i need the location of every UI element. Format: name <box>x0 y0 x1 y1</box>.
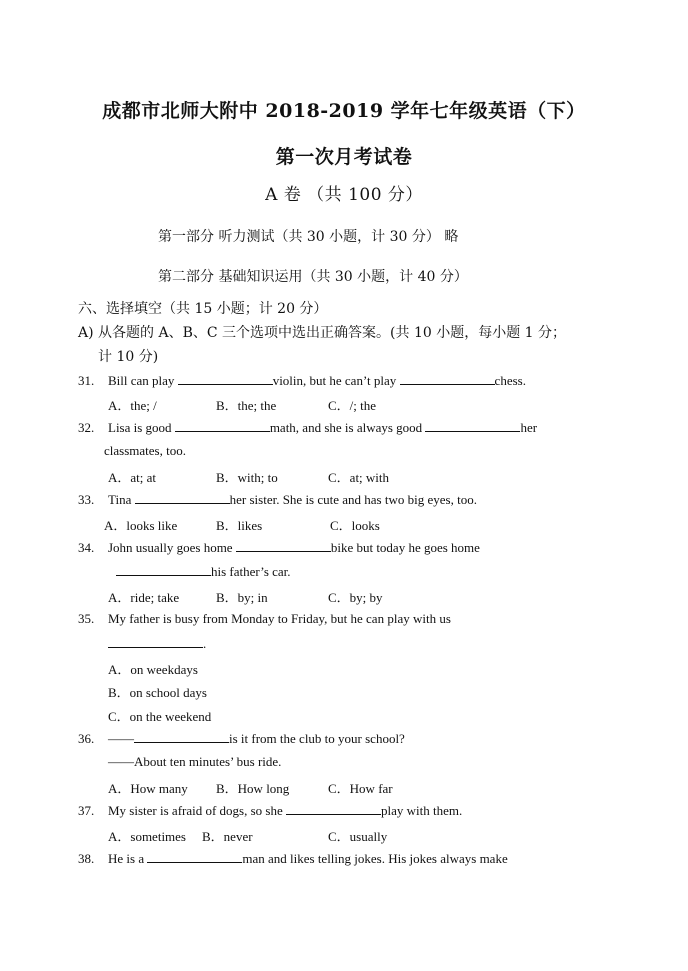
question-37-options <box>108 826 387 845</box>
question-number: 32. <box>78 420 95 435</box>
question-number: 35. <box>78 611 95 626</box>
exam-title: 成都市北师大附中 2018-2019 学年七年级英语（下） <box>102 100 586 122</box>
option-b: B．the; the <box>216 398 277 413</box>
question-text: man and likes telling jokes. His jokes always make <box>242 851 508 866</box>
question-text: —— <box>108 731 134 746</box>
question-text: Bill can play <box>108 373 178 388</box>
section-instruction: A) 从各题的 A、B、C 三个选项中选出正确答案。(共 10 小题，每小题 1 分； <box>78 325 567 341</box>
section-heading: 六、选择填空（共 15 小题；计 20 分） <box>78 301 328 317</box>
option-a: A．sometimes <box>108 829 186 844</box>
exam-subtitle: 第一次月考试卷 <box>275 146 413 168</box>
option-c: C．/; the <box>328 398 377 413</box>
question-text: John usually goes home <box>108 540 236 555</box>
question-34 <box>78 539 480 556</box>
question-32-cont: classmates, too. <box>104 443 186 458</box>
option-a: A．on weekdays <box>108 662 198 677</box>
question-35-cont <box>108 635 206 652</box>
option-a: A．the; / <box>108 398 157 413</box>
question-text: My sister is afraid of dogs, so she <box>108 803 287 818</box>
answer-blank <box>178 372 273 385</box>
question-text: her sister. She is cute and has two big eyes, too. <box>229 492 477 507</box>
question-36-options <box>108 778 393 797</box>
answer-blank <box>116 563 211 576</box>
question-text: . <box>203 636 207 651</box>
question-text: his father’s car. <box>211 564 291 579</box>
answer-blank <box>134 730 229 743</box>
question-37 <box>78 802 462 819</box>
question-number: 38. <box>78 851 95 866</box>
question-34-cont <box>116 563 291 580</box>
option-c: C．usually <box>328 829 388 844</box>
question-text: Tina <box>108 492 135 507</box>
option-b: B．likes <box>216 518 263 533</box>
question-text: play with them. <box>381 803 463 818</box>
answer-blank <box>400 372 495 385</box>
option-c: C．looks <box>330 518 380 533</box>
answer-blank <box>108 635 203 648</box>
option-b: B．by; in <box>216 590 268 605</box>
question-text: He is a <box>108 851 148 866</box>
option-b: B．with; to <box>216 470 278 485</box>
question-33 <box>78 491 477 508</box>
question-38 <box>78 850 508 867</box>
answer-blank <box>425 419 520 432</box>
question-text: chess. <box>494 373 526 388</box>
option-c: C．How far <box>328 781 393 796</box>
question-text: bike but today he goes home <box>330 540 480 555</box>
option-a: A．at; at <box>108 470 157 485</box>
option-b: B．never <box>202 829 253 844</box>
question-36-response: ——About ten minutes’ bus ride. <box>108 754 282 769</box>
question-31 <box>78 372 526 389</box>
question-text: Lisa is good <box>108 420 175 435</box>
question-35 <box>78 611 451 627</box>
part-one-heading: 第一部分 听力测试（共 30 小题，计 30 分） 略 <box>158 229 459 245</box>
question-text: math, and she is always good <box>269 420 426 435</box>
option-c: C．at; with <box>328 470 390 485</box>
answer-blank <box>286 802 381 815</box>
question-32 <box>78 419 537 436</box>
question-text: her <box>520 420 538 435</box>
paper-a-label: A 卷 （共 100 分） <box>265 185 423 205</box>
option-b: B．on school days <box>108 685 207 700</box>
answer-blank <box>147 850 242 863</box>
question-32-options <box>108 467 389 486</box>
question-36 <box>78 730 405 747</box>
option-c: C．on the weekend <box>108 709 212 724</box>
option-c: C．by; by <box>328 590 383 605</box>
section-instruction-cont: 计 10 分) <box>98 349 159 365</box>
question-33-options <box>104 515 380 534</box>
question-number: 36. <box>78 731 95 746</box>
question-number: 34. <box>78 540 95 555</box>
answer-blank <box>236 539 331 552</box>
question-number: 33. <box>78 492 95 507</box>
option-a: A．looks like <box>104 518 178 533</box>
part-two-heading: 第二部分 基础知识运用（共 30 小题，计 40 分） <box>158 269 468 285</box>
option-b: B．How long <box>216 781 290 796</box>
option-a: A．ride; take <box>108 590 180 605</box>
question-text: violin, but he can’t play <box>272 373 400 388</box>
question-text: is it from the club to your school? <box>229 731 405 746</box>
question-31-options <box>108 395 376 414</box>
option-a: A．How many <box>108 781 188 796</box>
answer-blank <box>175 419 270 432</box>
question-text: My father is busy from Monday to Friday, but he can play with us <box>108 611 451 626</box>
answer-blank <box>135 491 230 504</box>
question-number: 37. <box>78 803 95 818</box>
question-number: 31. <box>78 373 95 388</box>
question-34-options <box>108 587 383 606</box>
